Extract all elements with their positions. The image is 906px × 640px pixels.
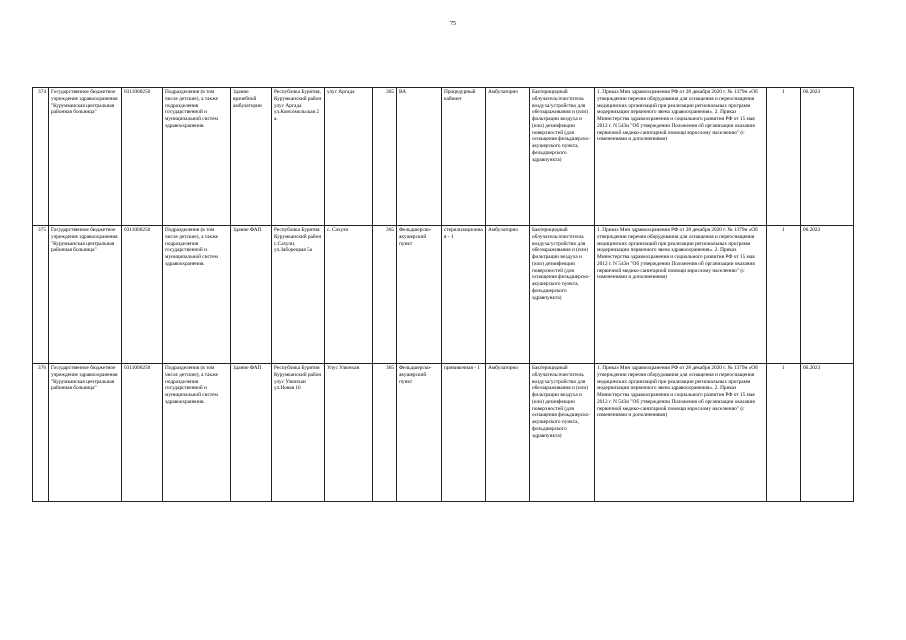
- locality-cell: улус Аргада: [325, 88, 373, 226]
- number-365-cell: 365: [373, 88, 397, 226]
- quantity-cell: 1: [767, 364, 801, 502]
- table-row: [33, 88, 854, 226]
- equipment-table: [32, 87, 854, 502]
- locality-cell: Улус Улюнхан: [325, 364, 373, 502]
- address-cell: Республика Бурятия, Курумканский район улус Аргада ул.Комсомольская 2 а.: [272, 88, 325, 226]
- legal-basis-cell: 1. Приказ Мин здравоохранения РФ от 28 декабря 2020 г. № 1379н «Об утверждении перечня оборудования для оснащения и переоснащения медицинских организаций при реализации региональных программ модернизации первичного звена здравоохранения». 2. Приказ Министерства здравоохранения и социального развития РФ от 15 мая 2012 г. N 543н "Об утверждении Положения об организации оказания первичной медико-санитарной помощи взрослому населению" (с изменениями и дополнениями): [595, 226, 767, 364]
- equipment-description-cell: Бактерицидный облучатель/очиститель воздуха/устройство для обеззараживания и (или) фильтрации воздуха и (или) дезинфекции поверхностей (для оснащения фельдшерско-акушерского пункта, фельдшерского здравпункта): [530, 364, 595, 502]
- number-365-cell: 365: [373, 364, 397, 502]
- organization-name-cell: Государственное бюджетное учреждение здравоохранения "Курумканская центральная районная больница": [49, 364, 122, 502]
- address-cell: Республика Бурятия Курумканский район улус Улюнхан ул.Новая 16: [272, 364, 325, 502]
- organization-code-cell: 0311000250: [122, 364, 163, 502]
- quantity-cell: 1: [767, 226, 801, 364]
- table-row: [33, 226, 854, 364]
- delivery-date-cell: 06.2023: [801, 364, 854, 502]
- care-form-cell: Амбулаторно: [486, 88, 530, 226]
- quantity-cell: 1: [767, 88, 801, 226]
- subdivision-purpose-cell: Подразделения (в том числе детские), а также подразделения государственной и муниципальной систем здравоохранения.: [163, 226, 231, 364]
- department-cell: ВА: [397, 88, 442, 226]
- equipment-description-cell: Бактерицидный облучатель/очиститель воздуха/устройство для обеззараживания и (или) фильтрации воздуха и (или) дезинфекции поверхностей (для оснащения фельдшерско-акушерского пункта, фельдшерского здравпункта): [530, 226, 595, 364]
- legal-basis-cell: 1. Приказ Мин здравоохранения РФ от 28 декабря 2020 г. № 1379н «Об утверждении перечня оборудования для оснащения и переоснащения медицинских организаций при реализации региональных программ модернизации первичного звена здравоохранения». 2. Приказ Министерства здравоохранения и социального развития РФ от 15 мая 2012 г. N 543н "Об утверждении Положения об организации оказания первичной медико-санитарной помощи взрослому населению" (с изменениями и дополнениями): [595, 364, 767, 502]
- care-form-cell: Амбулаторно: [486, 364, 530, 502]
- care-form-cell: Амбулаторно: [486, 226, 530, 364]
- row-number-cell: 374: [33, 88, 49, 226]
- room-cell: прививочная - 1: [442, 364, 486, 502]
- legal-basis-cell: 1. Приказ Мин здравоохранения РФ от 28 декабря 2020 г. № 1379н «Об утверждении перечня оборудования для оснащения и переоснащения медицинских организаций при реализации региональных программ модернизации первичного звена здравоохранения». 2. Приказ Министерства здравоохранения и социального развития РФ от 15 мая 2012 г. N 543н "Об утверждении Положения об организации оказания первичной медико-санитарной помощи взрослому населению" (с изменениями и дополнениями): [595, 88, 767, 226]
- organization-code-cell: 0311000250: [122, 226, 163, 364]
- subdivision-purpose-cell: Подразделения (в том числе детские), а также подразделения государственной и муниципальной систем здравоохранения.: [163, 88, 231, 226]
- page-number: 75: [450, 21, 456, 27]
- table-row: [33, 364, 854, 502]
- organization-code-cell: 0311000250: [122, 88, 163, 226]
- number-365-cell: 365: [373, 226, 397, 364]
- building-name-cell: Здание ФАП: [231, 226, 272, 364]
- department-cell: Фельдшерско-акушерский пункт: [397, 226, 442, 364]
- building-name-cell: Здание ФАП: [231, 364, 272, 502]
- room-cell: Процедурный кабинет: [442, 88, 486, 226]
- delivery-date-cell: 06.2023: [801, 226, 854, 364]
- room-cell: стерилизационная - 1: [442, 226, 486, 364]
- subdivision-purpose-cell: Подразделения (в том числе детские), а также подразделения государственной и муниципальной систем здравоохранения.: [163, 364, 231, 502]
- organization-name-cell: Государственное бюджетное учреждение здравоохранения "Курумканская центральная районная больница": [49, 88, 122, 226]
- delivery-date-cell: 06.2023: [801, 88, 854, 226]
- organization-name-cell: Государственное бюджетное учреждение здравоохранения "Курумканская центральная районная больница": [49, 226, 122, 364]
- address-cell: Республика Бурятия Курумканский район с.Сахули, ул.Заборецкая 5а: [272, 226, 325, 364]
- locality-cell: с. Сахули: [325, 226, 373, 364]
- table-body: [33, 88, 854, 502]
- department-cell: Фельдшерско-акушерский пункт: [397, 364, 442, 502]
- equipment-description-cell: Бактерицидный облучатель/очиститель воздуха/устройство для обеззараживания и (или) фильтрации воздуха и (или) дезинфекции поверхностей (для оснащения фельдшерско-акушерского пункта, фельдшерского здравпункта): [530, 88, 595, 226]
- row-number-cell: 375: [33, 226, 49, 364]
- building-name-cell: Здание врачебной амбулатории: [231, 88, 272, 226]
- row-number-cell: 376: [33, 364, 49, 502]
